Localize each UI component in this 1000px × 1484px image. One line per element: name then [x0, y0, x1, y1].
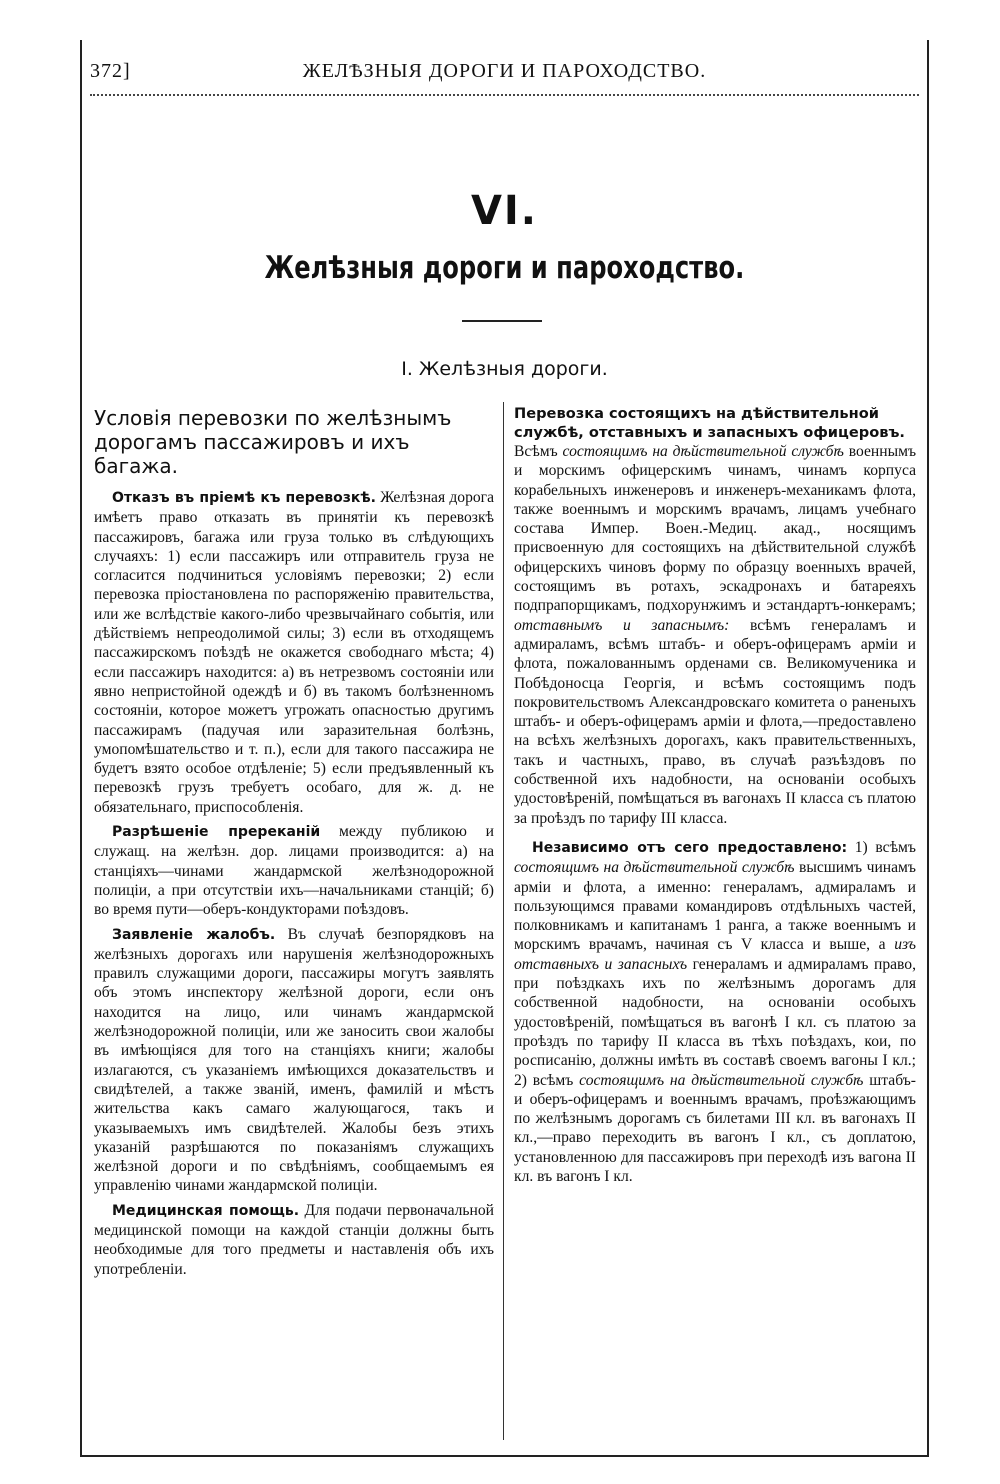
left-column — [94, 402, 494, 1284]
right-heading: Перевозка состоящихъ на дѣйствительной службѣ, отставныхъ и запасныхъ офицеровъ. — [514, 405, 905, 441]
running-head — [82, 60, 927, 94]
page-number: 372] — [90, 60, 131, 82]
chapter-rule — [462, 320, 542, 322]
section-title: I. Желѣзныя дороги. — [401, 358, 608, 380]
column-divider — [503, 402, 504, 1440]
lead-refusal: Отказъ въ пріемѣ къ перевозкѣ. — [112, 490, 376, 506]
paragraph-refusal: Отказъ въ пріемѣ къ перевозкѣ. Желѣзная дорога имѣетъ право отказать въ принятіи къ перевозкѣ пассажировъ, багажа или груза только въ слѣдующихъ случаяхъ: 1) если пассажиръ или отправитель груза не согласится подчиниться условіямъ перевозки; 2) если перевозка пріостановлена по распоряженію правительства, или же вслѣдствіе какого-либо чрезвычайнаго событія, или дѣйствіемъ непреодолимой силы; 3) если въ отходящемъ пассажирскомъ поѣздѣ не окажется свободнаго мѣста; 4) если пассажиръ находится: а) въ нетрезвомъ состояніи или явно непристойной одеждѣ и б) въ такомъ болѣзненномъ состояніи, которое можетъ угрожать опасностью другимъ пассажирамъ (падучая или заразительная болѣзнь, умопомѣшательство и т. п.), если для такого пассажира не будетъ взято особое отдѣленіе; 5) если предъявленный къ перевозкѣ грузъ требуетъ особаго, для ж. д. не обязательнаго, приспособленія. — [94, 489, 495, 816]
paragraph-officers: Всѣмъ состоящимъ на дѣйствительной службѣ военнымъ и морскимъ офицерскимъ чинамъ, чинамъ корпуса корабельныхъ инженеровъ и инженеръ-механикамъ флота, также военнымъ и морскимъ врачамъ, лицамъ учебнаго состава Импер. Воен.-Медиц. акад., носящимъ присвоенную для состоящихъ на дѣйствительной службѣ офицерскихъ чиновъ форму по образцу военныхъ врачей, состоящимъ въ ротахъ, эскадронахъ и батареяхъ подпрапорщикамъ, подхорунжимъ и эстандартъ-юнкерамъ; отставнымъ и запаснымъ: всѣмъ генераламъ и адмираламъ, всѣмъ штабъ- и оберъ-офицерамъ арміи и флота, пожалованнымъ орденами св. Великомученика и Побѣдоносца Георгія, и всѣмъ состоящимъ подъ покровительствомъ Александровскаго комитета о раненыхъ штабъ- и оберъ-офицерамъ арміи и флота,—предоставлено на всѣхъ желѣзныхъ дорогахъ, какъ правительственныхъ, такъ и частныхъ, право, въ случаѣ разъѣздовъ по собственной ихъ надобности, на основаніи особыхъ удостовѣреній, помѣщаться въ вагонахъ II класса съ платою за проѣздъ по тарифу III класса. — [514, 443, 917, 827]
lead-additional: Независимо отъ сего предоставлено: — [532, 839, 848, 856]
right-column — [514, 402, 916, 1191]
left-heading: Условія перевозки по желѣзнымъ дорогамъ пассажировъ и ихъ багажа. — [94, 406, 452, 478]
lead-complaints: Заявленіе жалобъ. — [112, 926, 276, 943]
paragraph-medical: Медицинская помощь. Для подачи первоначальной медицинской помощи на каждой станціи должны быть необходимые для того предметы и наставленія объ ихъ употребленіи. — [94, 1201, 495, 1278]
chapter-number: VI. — [470, 188, 539, 234]
paragraph-disputes: Разрѣшеніе пререканій между публикою и служащ. на желѣзн. дор. лицами производится: а) на станціяхъ—чинами жандармской желѣзнодорожной полиціи, а при отсутствіи ихъ—начальниками станцій; б) во время пути—оберъ-кондукторами поѣздовъ. — [94, 823, 494, 919]
page-frame — [80, 40, 929, 1457]
running-title: ЖЕЛѢЗНЫЯ ДОРОГИ И ПАРОХОДСТВО. — [302, 60, 707, 82]
lead-medical: Медицинская помощь. — [112, 1202, 300, 1219]
lead-disputes: Разрѣшеніе пререканій — [112, 824, 321, 841]
paragraph-complaints: Заявленіе жалобъ. Въ случаѣ безпорядковъ на желѣзныхъ дорогахъ или нарушенія желѣзнодорожныхъ правилъ служащими дороги, пассажиры могутъ заявлять объ этомъ инспектору желѣзной дороги, если онъ находится на лицо, или чинамъ жандармской желѣзнодорожной полиціи, или же заносить свои жалобы въ имѣющіяся для того на станціяхъ книги; жалобы излагаются, съ указаніемъ имѣющихся доказательствъ и свидѣтелей, а также званій, именъ, фамилій и мѣстъ жительства какъ самаго жалующагося, такъ и указываемыхъ имъ свидѣтелей. Жалобы безъ этихъ указаній разрѣшаются по показаніямъ служащихъ желѣзной дороги и по свѣдѣніямъ, сообщаемымъ ея управленію чинами жандармской полиціи. — [94, 925, 494, 1195]
paragraph-additional: Независимо отъ сего предоставлено: 1) всѣмъ состоящимъ на дѣйствительной службѣ высшимъ чинамъ арміи и флота, а именно: генераламъ, адмираламъ и пользующимся правами командировъ отдѣльныхъ частей, полковникамъ и капитанамъ 1 ранга, а также военнымъ и морскимъ врачамъ, начиная съ V класса и выше, а изъ отставныхъ и запасныхъ генераламъ и адмираламъ право, при поѣздкахъ ихъ по желѣзнымъ дорогамъ для собственной надобности, на основаніи особыхъ удостовѣреній, помѣщаться въ вагонѣ I кл. съ платою за проѣздъ по тарифу II класса въ тѣхъ поѣздахъ, кои, по росписанію, должны имѣть въ составѣ своемъ вагоны I кл.; 2) всѣмъ состоящимъ на дѣйствительной службѣ штабъ- и оберъ-офицерамъ и военнымъ врачамъ, проѣзжающимъ по желѣзнымъ дорогамъ съ билетами III кл. въ вагонахъ II кл.,—право переходить въ вагонъ I кл., съ доплатою, установленною для пассажировъ при переходѣ изъ вагона II кл. въ вагонъ I кл. — [514, 838, 916, 1185]
chapter-title: Желѣзныя дороги и пароходство. — [264, 250, 745, 286]
header-ornament-rule — [90, 94, 919, 100]
